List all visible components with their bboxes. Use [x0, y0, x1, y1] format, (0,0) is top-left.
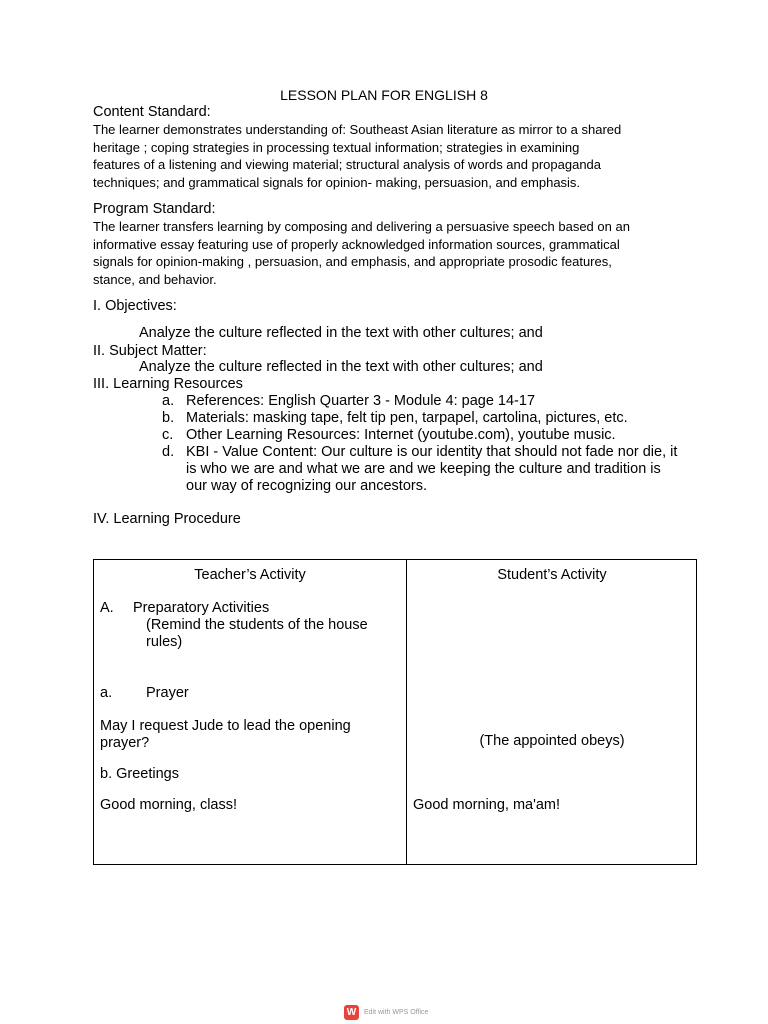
list-marker: a.: [162, 393, 175, 409]
list-marker: c.: [162, 427, 174, 443]
list-item: [160, 393, 680, 410]
subject-matter-heading: II. Subject Matter:: [93, 343, 207, 359]
wps-logo-icon: W: [344, 1005, 359, 1020]
content-standard-text: [93, 121, 683, 191]
program-standard-line: informative essay featuring use of properly acknowledged information sources, grammatical: [93, 236, 620, 252]
program-standard-heading: Program Standard:: [93, 201, 216, 217]
prep-marker: A.: [100, 600, 114, 616]
content-standard-line: heritage ; coping strategies in processing textual information; strategies in examining: [93, 139, 580, 155]
wps-watermark: [344, 1005, 428, 1020]
list-item: [160, 444, 680, 495]
objectives-text: Analyze the culture reflected in the text with other cultures; and: [139, 325, 543, 341]
learning-resources-heading: III. Learning Resources: [93, 376, 243, 392]
student-activity-header: Student’s Activity: [497, 567, 607, 583]
prayer-request-line: prayer?: [100, 735, 150, 751]
prayer-marker: a.: [100, 685, 113, 701]
list-item: [160, 410, 680, 427]
prayer-title: Prayer: [146, 685, 189, 701]
learning-procedure-heading: IV. Learning Procedure: [93, 511, 241, 527]
content-standard-line: features of a listening and viewing material; structural analysis of words and propaganda: [93, 157, 602, 172]
greetings-label: b. Greetings: [100, 766, 179, 782]
prep-note-line: rules): [146, 634, 183, 650]
table-divider: [406, 560, 407, 864]
prep-note-line: (Remind the students of the house: [146, 617, 368, 633]
teacher-activity-header: Teacher’s Activity: [194, 567, 306, 583]
list-item-text: Other Learning Resources: Internet (youtube.com), youtube music.: [186, 427, 616, 443]
list-item-text: References: English Quarter 3 - Module 4: page 14-17: [186, 393, 536, 409]
list-item-text: KBI - Value Content: Our culture is our identity that should not fade nor die, it is who we are and what we are and we keeping the culture and tradition is our way of recognizing our ancestors.: [186, 444, 678, 494]
prayer-request-line: May I request Jude to lead the opening: [100, 718, 351, 734]
subject-matter-text: Analyze the culture reflected in the text with other cultures; and: [139, 359, 543, 375]
content-standard-heading: Content Standard:: [93, 104, 211, 120]
teacher-greeting: Good morning, class!: [100, 797, 238, 813]
program-standard-line: stance, and behavior.: [93, 271, 217, 287]
program-standard-text: [93, 218, 683, 288]
list-marker: d.: [162, 444, 175, 460]
student-prayer-response: (The appointed obeys): [479, 733, 625, 749]
list-marker: b.: [162, 410, 175, 426]
student-greeting: Good morning, ma'am!: [413, 797, 561, 813]
program-standard-line: The learner transfers learning by composing and delivering a persuasive speech based on an: [93, 219, 630, 234]
activity-table: [93, 559, 697, 865]
program-standard-line: signals for opinion-making , persuasion, and emphasis, and appropriate prosodic features,: [93, 254, 612, 269]
list-item-text: Materials: masking tape, felt tip pen, tarpapel, cartolina, pictures, etc.: [186, 410, 628, 426]
learning-resources-list: [160, 393, 680, 495]
prep-title: Preparatory Activities: [133, 600, 270, 616]
content-standard-line: The learner demonstrates understanding of: Southeast Asian literature as mirror to a shared: [93, 122, 622, 137]
objectives-heading: I. Objectives:: [93, 298, 177, 314]
watermark-text: Edit with WPS Office: [364, 1009, 429, 1016]
lesson-plan-title: LESSON PLAN FOR ENGLISH 8: [280, 87, 488, 103]
list-item: [160, 427, 680, 444]
content-standard-line: techniques; and grammatical signals for opinion- making, persuasion, and emphasis.: [93, 174, 581, 190]
